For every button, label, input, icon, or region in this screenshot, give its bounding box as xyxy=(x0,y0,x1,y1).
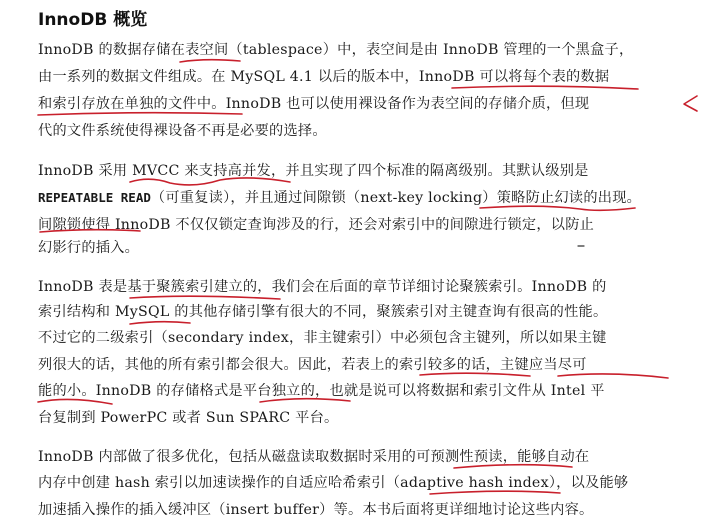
text-line: 索引结构和 MySQL 的其他存储引擎有很大的不同，聚簇索引对主键查询有很高的性能。 xyxy=(38,304,608,320)
isolation-level-keyword: REPEATABLE READ xyxy=(38,190,151,205)
text-span: （可重复读），并且通过间隙锁（next-key locking）策略防止幻读的出现。 xyxy=(150,190,642,206)
text-line: 间隙锁使得 InnoDB 不仅仅锁定查询涉及的行，还会对索引中的间隙进行锁定，以防止 xyxy=(38,217,595,233)
text-line: InnoDB 表是基于聚簇索引建立的，我们会在后面的章节详细讨论聚簇索引。InnoDB 的 xyxy=(38,279,607,295)
text-line: InnoDB 的数据存储在表空间（tablespace）中，表空间是由 InnoDB 管理的一个黑盒子， xyxy=(38,42,634,58)
text-line: 台复制到 PowerPC 或者 Sun SPARC 平台。 xyxy=(38,410,339,426)
margin-bracket-mark xyxy=(684,96,697,111)
text-line: InnoDB 采用 MVCC 来支持高并发，并且实现了四个标准的隔离级别。其默认级别是 xyxy=(38,163,589,179)
text-line: 幻影行的插入。 xyxy=(38,240,140,256)
text-line: 能的小。InnoDB 的存储格式是平台独立的，也就是说可以将数据和索引文件从 Intel 平 xyxy=(38,383,605,399)
text-line: 和索引存放在单独的文件中。InnoDB 也可以使用裸设备作为表空间的存储介质，但现 xyxy=(38,96,590,112)
text-line: 代的文件系统使得裸设备不再是必要的选择。 xyxy=(38,123,327,139)
text-line: 加速插入操作的插入缓冲区（insert buffer）等。本书后面将更详细地讨论这些内容。 xyxy=(38,502,594,518)
text-line xyxy=(38,188,664,212)
section-heading: InnoDB 概览 xyxy=(38,10,148,30)
text-line: InnoDB 内部做了很多优化，包括从磁盘读取数据时采用的可预测性预读，能够自动在 xyxy=(38,449,590,465)
text-line: 由一系列的数据文件组成。在 MySQL 4.1 以后的版本中，InnoDB 可以将每个表的数据 xyxy=(38,69,610,85)
text-line: 内存中创建 hash 索引以加速读操作的自适应哈希索引（adaptive hash index），以及能够 xyxy=(38,475,629,491)
text-line: 不过它的二级索引（secondary index，非主键索引）中必须包含主键列，所以如果主键 xyxy=(38,330,607,346)
text-line: 列很大的话，其他的所有索引都会很大。因此，若表上的索引较多的话，主键应当尽可 xyxy=(38,357,587,373)
